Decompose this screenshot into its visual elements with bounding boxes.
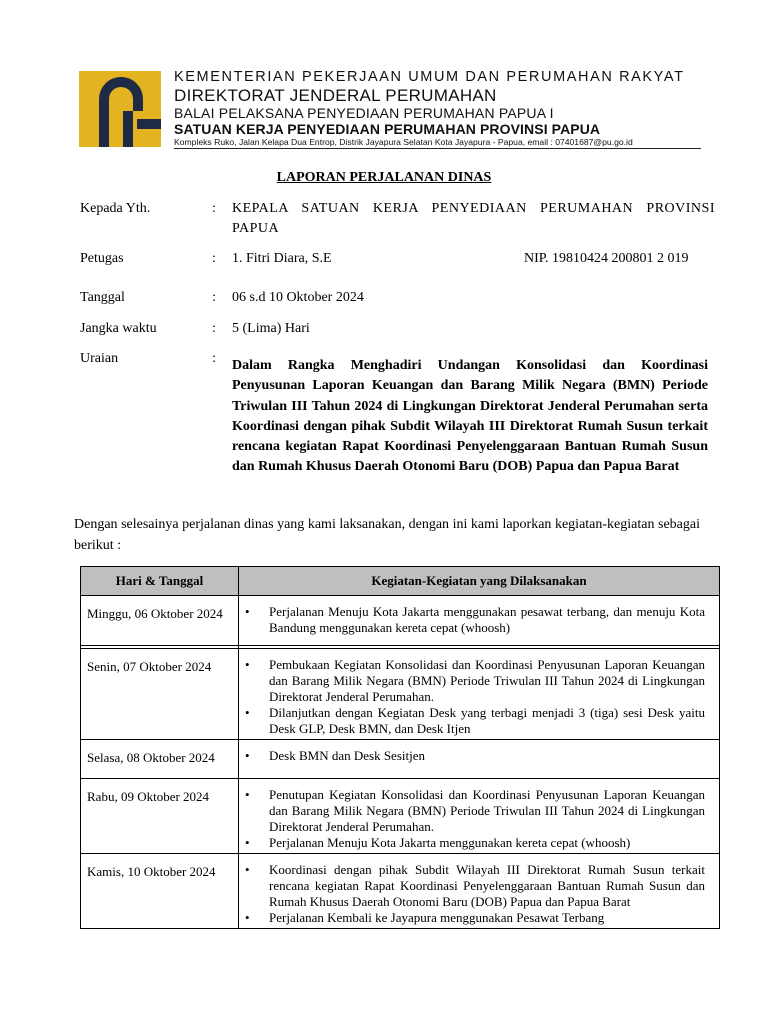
- bullet-icon: •: [245, 705, 250, 720]
- field-label-jangka: Jangka waktu: [80, 321, 157, 336]
- field-label-kepada: Kepada Yth.: [80, 201, 151, 216]
- activity-cell: [239, 779, 720, 854]
- activity-text: Perjalanan Kembali ke Jayapura menggunakan Pesawat Terbang: [269, 910, 605, 925]
- activity-item: [245, 787, 705, 835]
- table-row: [81, 854, 720, 929]
- day-cell: [81, 779, 239, 854]
- table-header-row: [81, 567, 720, 596]
- day-text: Rabu, 09 Oktober 2024: [87, 789, 210, 804]
- header-activities: Kegiatan-Kegiatan yang Dilaksanakan: [239, 567, 720, 596]
- field-colon: :: [212, 351, 216, 366]
- activity-text: Perjalanan Menuju Kota Jakarta menggunakan pesawat terbang, dan menuju Kota Bandung menggunakan kereta cepat (whoosh): [269, 604, 705, 635]
- activities-table: [80, 566, 720, 929]
- field-label-petugas: Petugas: [80, 251, 124, 266]
- activity-cell: [239, 740, 720, 779]
- activity-cell: [239, 596, 720, 646]
- day-cell: [81, 854, 239, 929]
- field-colon: :: [212, 201, 216, 216]
- activity-cell: [239, 649, 720, 740]
- activity-text: Dilanjutkan dengan Kegiatan Desk yang terbagi menjadi 3 (tiga) sesi Desk yaitu Desk GLP, Desk BMN, dan Desk Itjen: [269, 705, 705, 736]
- day-cell: [81, 596, 239, 646]
- bullet-icon: •: [245, 787, 250, 802]
- letterhead-address: Kompleks Ruko, Jalan Kelapa Dua Entrop, Distrik Jayapura Selatan Kota Jayapura - Papua, email : 07401687@pu.go.id: [174, 137, 633, 147]
- field-colon: :: [212, 251, 216, 266]
- field-value-jangka: 5 (Lima) Hari: [232, 321, 310, 336]
- letterhead-balai: BALAI PELAKSANA PENYEDIAAN PERUMAHAN PAPUA I: [174, 105, 554, 121]
- field-value-petugas: 1. Fitri Diara, S.E: [232, 251, 332, 266]
- activity-item: [245, 910, 705, 926]
- day-text: Selasa, 08 Oktober 2024: [87, 750, 215, 765]
- bullet-icon: •: [245, 835, 250, 850]
- letterhead-satker: SATUAN KERJA PENYEDIAAN PERUMAHAN PROVINSI PAPUA: [174, 121, 601, 137]
- report-title: LAPORAN PERJALANAN DINAS: [276, 170, 492, 185]
- field-value-uraian: Dalam Rangka Menghadiri Undangan Konsolidasi dan Koordinasi Penyusunan Laporan Keuangan dan Barang Milik Negara (BMN) Periode Triwulan III Tahun 2024 di Lingkungan Direktorat Jenderal Perumahan serta Koordinasi dengan pihak Subdit Wilayah III Direktorat Rumah Susun terkait rencana kegiatan Rapat Koordinasi Penyelenggaraan Bantuan Rumah Susun dan Rumah Khusus Daerah Otonomi Baru (DOB) Papua dan Papua Barat: [232, 358, 708, 475]
- day-text: Senin, 07 Oktober 2024: [87, 659, 212, 674]
- header-day: Hari & Tanggal: [81, 567, 239, 596]
- table-row: [81, 596, 720, 646]
- field-label-uraian: Uraian: [80, 351, 119, 366]
- letterhead-ministry: KEMENTERIAN PEKERJAAN UMUM DAN PERUMAHAN RAKYAT: [174, 69, 685, 85]
- field-colon: :: [212, 321, 216, 336]
- activity-item: [245, 862, 705, 910]
- bullet-icon: •: [245, 748, 250, 763]
- activity-item: [245, 657, 705, 705]
- activity-cell: [239, 854, 720, 929]
- intro-paragraph: Dengan selesainya perjalanan dinas yang kami laksanakan, dengan ini kami laporkan kegiatan-kegiatan sebagai berikut :: [74, 517, 700, 553]
- activity-item: [245, 748, 705, 764]
- table-row: [81, 779, 720, 854]
- table-row: [81, 740, 720, 779]
- activity-text: Pembukaan Kegiatan Konsolidasi dan Koordinasi Penyusunan Laporan Keuangan dan Barang Milik Negara (BMN) Periode Triwulan III Tahun 2024 di Lingkungan Direktorat Jenderal Perumahan.: [269, 657, 705, 704]
- bullet-icon: •: [245, 910, 250, 925]
- table-row: [81, 649, 720, 740]
- day-cell: [81, 649, 239, 740]
- activity-text: Perjalanan Menuju Kota Jakarta menggunakan kereta cepat (whoosh): [269, 835, 631, 850]
- activity-item: [245, 705, 705, 737]
- bullet-icon: •: [245, 604, 250, 619]
- field-label-tanggal: Tanggal: [80, 290, 125, 305]
- activity-item: [245, 835, 705, 851]
- letterhead-directorate: DIREKTORAT JENDERAL PERUMAHAN: [174, 86, 497, 105]
- field-colon: :: [212, 290, 216, 305]
- day-text: Minggu, 06 Oktober 2024: [87, 606, 223, 621]
- letterhead-divider: [174, 148, 701, 149]
- activity-text: Koordinasi dengan pihak Subdit Wilayah III Direktorat Rumah Susun terkait rencana kegiatan Rapat Koordinasi Penyelenggaraan Bantuan Rumah Susun dan Rumah Khusus Daerah Otonomi Baru (DOB) Papua dan Papua Barat: [269, 862, 705, 909]
- bullet-icon: •: [245, 657, 250, 672]
- day-cell: [81, 740, 239, 779]
- day-text: Kamis, 10 Oktober 2024: [87, 864, 216, 879]
- activity-item: [245, 604, 705, 636]
- field-value-kepada: KEPALA SATUAN KERJA PENYEDIAAN PERUMAHAN PROVINSI PAPUA: [232, 201, 715, 236]
- field-value-tanggal: 06 s.d 10 Oktober 2024: [232, 290, 364, 305]
- bullet-icon: •: [245, 862, 250, 877]
- activity-text: Penutupan Kegiatan Konsolidasi dan Koordinasi Penyusunan Laporan Keuangan dan Barang Milik Negara (BMN) Periode Triwulan III Tahun 2024 di Lingkungan Direktorat Jenderal Perumahan.: [269, 787, 705, 834]
- ministry-logo: [79, 71, 161, 147]
- field-value-nip: NIP. 19810424 200801 2 019: [524, 251, 689, 266]
- activity-text: Desk BMN dan Desk Sesitjen: [269, 748, 425, 763]
